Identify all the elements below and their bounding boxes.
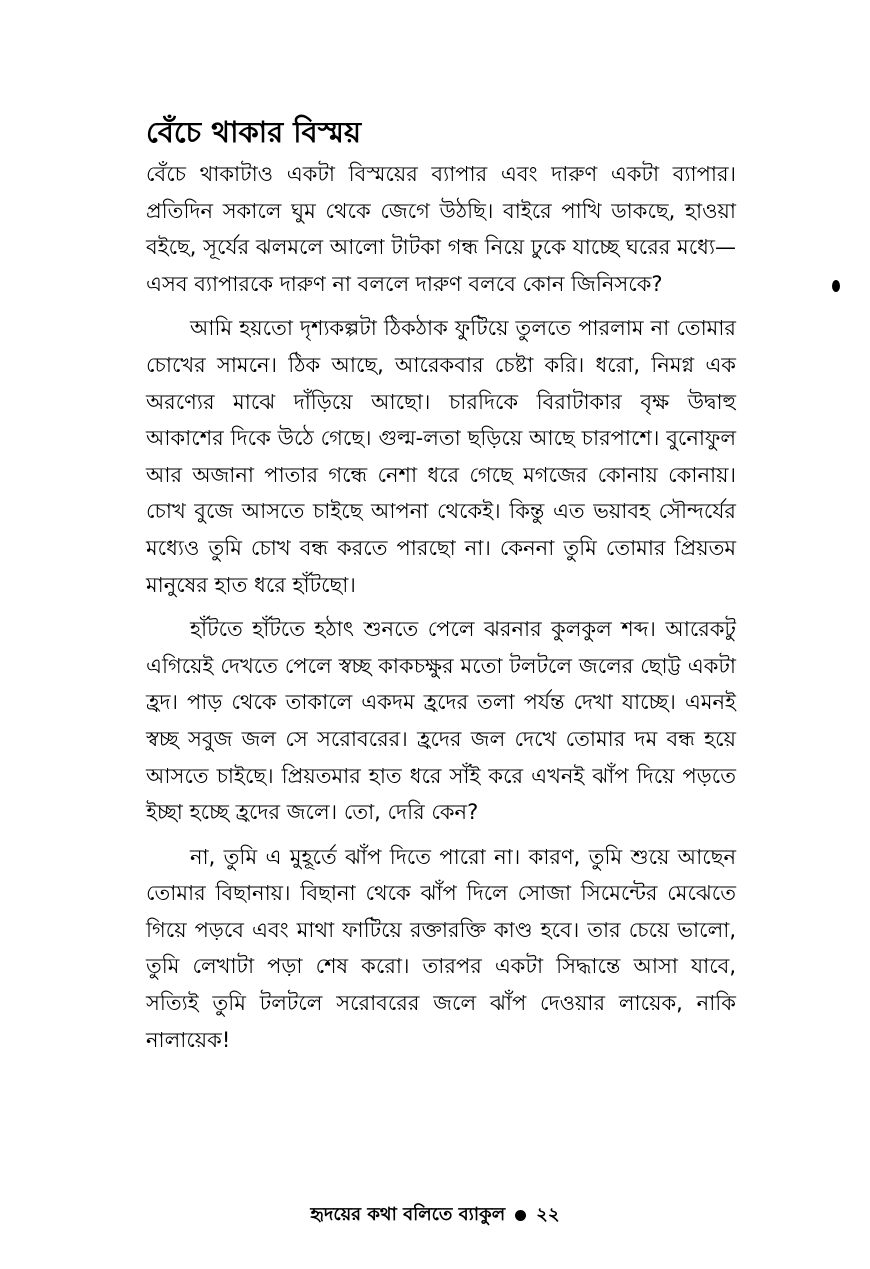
- paragraph-4: না, তুমি এ মুহূর্তে ঝাঁপ দিতে পারো না। কারণ, তুমি শুয়ে আছেন তোমার বিছানায়। বিছানা থেকে ঝাঁপ দিলে সোজা সিমেন্টের মেঝেতে গিয়ে পড়বে এবং মাথা ফাটিয়ে রক্তারক্তি কাণ্ড হবে। তার চেয়ে ভালো, তুমি লেখাটা পড়া শেষ করো। তারপর একটা সিদ্ধান্তে আসা যাবে, সত্যিই তুমি টলটলে সরোবরের জলে ঝাঁপ দেওয়ার লায়েক, নাকি নালায়েক!: [146, 844, 736, 1052]
- page-content: [146, 112, 736, 1066]
- page-footer: [0, 1202, 870, 1228]
- bullet-icon: [515, 1210, 526, 1221]
- page-number: ২২: [536, 1204, 560, 1225]
- scan-speck-mark: [832, 280, 840, 292]
- chapter-heading: বেঁচে থাকার বিস্ময়: [146, 115, 362, 149]
- paragraph-2: আমি হয়তো দৃশ্যকল্পটা ঠিকঠাক ফুটিয়ে তুলতে পারলাম না তোমার চোখের সামনে। ঠিক আছে, আরেকবার চেষ্টা করি। ধরো, নিমগ্ন এক অরণ্যের মাঝে দাঁড়িয়ে আছো। চারদিকে বিরাটাকার বৃক্ষ উদ্বাহু আকাশের দিকে উঠে গেছে। গুল্ম-লতা ছড়িয়ে আছে চারপাশে। বুনোফুল আর অজানা পাতার গন্ধে নেশা ধরে গেছে মগজের কোনায় কোনায়। চোখ বুজে আসতে চাইছে আপনা থেকেই। কিন্তু এত ভয়াবহ সৌন্দর্যের মধ্যেও তুমি চোখ বন্ধ করতে পারছো না। কেননা তুমি তোমার প্রিয়তম মানুষের হাত ধরে হাঁটছো।: [146, 316, 736, 597]
- paragraph-1: বেঁচে থাকাটাও একটা বিস্ময়ের ব্যাপার এবং দারুণ একটা ব্যাপার। প্রতিদিন সকালে ঘুম থেকে জেগে উঠছি। বাইরে পাখি ডাকছে, হাওয়া বইছে, সূর্যের ঝলমলে আলো টাটকা গন্ধ নিয়ে ঢুকে যাচ্ছে ঘরের মধ্যে—এসব ব্যাপারকে দারুণ না বললে দারুণ বলবে কোন জিনিসকে?: [146, 162, 736, 296]
- footer-book-title: হৃদয়ের কথা বলিতে ব্যাকুল: [310, 1204, 506, 1225]
- paragraph-3: হাঁটতে হাঁটতে হঠাৎ শুনতে পেলে ঝরনার কুলকুল শব্দ। আরেকটু এগিয়েই দেখতে পেলে স্বচ্ছ কাকচক্ষুর মতো টলটলে জলের ছোট্ট একটা হ্রদ। পাড় থেকে তাকালে একদম হ্রদের তলা পর্যন্ত দেখা যাচ্ছে। এমনই স্বচ্ছ সবুজ জল সে সরোবরের। হ্রদের জল দেখে তোমার দম বন্ধ হয়ে আসতে চাইছে। প্রিয়তমার হাত ধরে সাঁই করে এখনই ঝাঁপ দিয়ে পড়তে ইচ্ছা হচ্ছে হ্রদের জলে। তো, দেরি কেন?: [146, 617, 736, 825]
